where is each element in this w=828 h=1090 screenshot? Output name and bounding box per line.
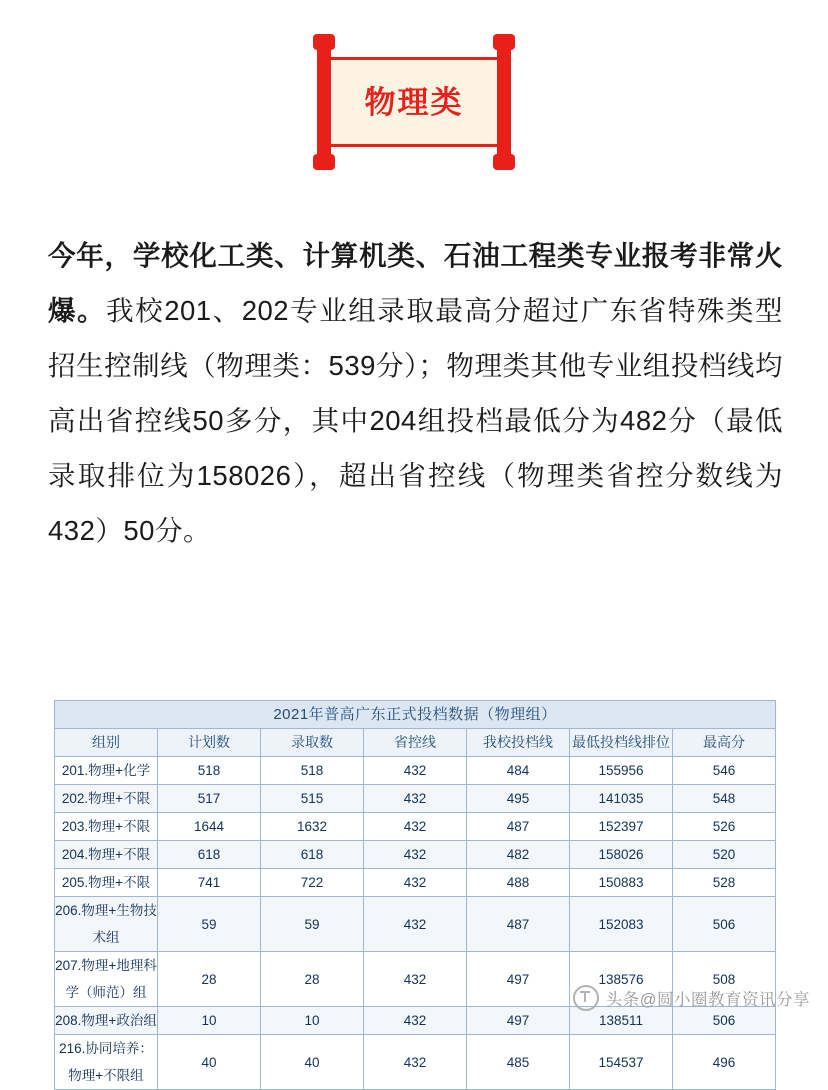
banner-title: 物理类 bbox=[364, 84, 464, 120]
cell-admitted: 59 bbox=[261, 897, 364, 952]
cell-admitted: 618 bbox=[261, 841, 364, 869]
cell-province-line: 432 bbox=[364, 785, 467, 813]
cell-lowest-rank: 138511 bbox=[570, 1007, 673, 1035]
table-row bbox=[55, 813, 776, 841]
cell-group: 207.物理+地理科学（师范）组 bbox=[55, 952, 158, 1007]
cell-lowest-rank: 150883 bbox=[570, 869, 673, 897]
article-paragraph bbox=[48, 228, 783, 558]
cell-province-line: 432 bbox=[364, 813, 467, 841]
cell-school-line: 495 bbox=[467, 785, 570, 813]
cell-plan: 28 bbox=[158, 952, 261, 1007]
table-title: 2021年普高广东正式投档数据（物理组） bbox=[55, 701, 776, 729]
cell-group: 201.物理+化学 bbox=[55, 757, 158, 785]
cell-admitted: 10 bbox=[261, 1007, 364, 1035]
cell-admitted: 40 bbox=[261, 1035, 364, 1090]
cell-school-line: 488 bbox=[467, 869, 570, 897]
watermark bbox=[573, 985, 810, 1011]
cell-school-line: 487 bbox=[467, 813, 570, 841]
cell-province-line: 432 bbox=[364, 897, 467, 952]
banner bbox=[0, 42, 828, 162]
watermark-text: 头条@圆小圈教育资讯分享 bbox=[605, 991, 810, 1009]
cell-plan: 618 bbox=[158, 841, 261, 869]
column-header-admitted: 录取数 bbox=[261, 729, 364, 757]
cell-plan: 741 bbox=[158, 869, 261, 897]
cell-plan: 40 bbox=[158, 1035, 261, 1090]
cell-admitted: 722 bbox=[261, 869, 364, 897]
cell-admitted: 515 bbox=[261, 785, 364, 813]
cell-highest-score: 548 bbox=[673, 785, 776, 813]
cell-admitted: 518 bbox=[261, 757, 364, 785]
cell-group: 205.物理+不限 bbox=[55, 869, 158, 897]
cell-highest-score: 520 bbox=[673, 841, 776, 869]
score-table-container bbox=[54, 700, 776, 1090]
score-table-body bbox=[55, 701, 776, 1090]
column-header-province-line: 省控线 bbox=[364, 729, 467, 757]
cell-province-line: 432 bbox=[364, 1035, 467, 1090]
cell-plan: 517 bbox=[158, 785, 261, 813]
cell-highest-score: 496 bbox=[673, 1035, 776, 1090]
cell-school-line: 497 bbox=[467, 1007, 570, 1035]
toutiao-icon bbox=[573, 985, 599, 1011]
table-row bbox=[55, 897, 776, 952]
cell-admitted: 28 bbox=[261, 952, 364, 1007]
table-row bbox=[55, 869, 776, 897]
cell-highest-score: 528 bbox=[673, 869, 776, 897]
banner-plate bbox=[329, 57, 499, 147]
cell-province-line: 432 bbox=[364, 869, 467, 897]
cell-highest-score: 546 bbox=[673, 757, 776, 785]
table-title-row bbox=[55, 701, 776, 729]
cell-group: 202.物理+不限 bbox=[55, 785, 158, 813]
column-header-lowest-rank: 最低投档线排位 bbox=[570, 729, 673, 757]
cell-highest-score: 508 bbox=[673, 952, 776, 1007]
cell-plan: 518 bbox=[158, 757, 261, 785]
paragraph-bold-lead: 今年，学校化工类、计算机类、石油工程类专业报考非常火爆。 bbox=[48, 240, 783, 326]
cell-group: 206.物理+生物技术组 bbox=[55, 897, 158, 952]
cell-group: 216.协同培养：物理+不限组 bbox=[55, 1035, 158, 1090]
cell-admitted: 1632 bbox=[261, 813, 364, 841]
cell-group: 203.物理+不限 bbox=[55, 813, 158, 841]
score-table bbox=[54, 700, 776, 1090]
cell-school-line: 484 bbox=[467, 757, 570, 785]
banner-rod-right bbox=[497, 42, 511, 162]
cell-group: 208.物理+政治组 bbox=[55, 1007, 158, 1035]
cell-province-line: 432 bbox=[364, 952, 467, 1007]
paragraph-rest: 我校201、202专业组录取最高分超过广东省特殊类型招生控制线（物理类：539分）；物理类其他专业组投档线均高出省控线50多分，其中204组投档最低分为482分（最低录取排位为158026），超出省控线（物理类省控分数线为432）50分。 bbox=[48, 295, 783, 546]
cell-lowest-rank: 152397 bbox=[570, 813, 673, 841]
cell-lowest-rank: 138576 bbox=[570, 952, 673, 1007]
table-header-row bbox=[55, 729, 776, 757]
table-row bbox=[55, 785, 776, 813]
cell-province-line: 432 bbox=[364, 757, 467, 785]
cell-school-line: 497 bbox=[467, 952, 570, 1007]
cell-lowest-rank: 152083 bbox=[570, 897, 673, 952]
cell-group: 204.物理+不限 bbox=[55, 841, 158, 869]
banner-rod-left bbox=[317, 42, 331, 162]
cell-lowest-rank: 154537 bbox=[570, 1035, 673, 1090]
cell-school-line: 482 bbox=[467, 841, 570, 869]
cell-school-line: 487 bbox=[467, 897, 570, 952]
column-header-plan: 计划数 bbox=[158, 729, 261, 757]
cell-lowest-rank: 158026 bbox=[570, 841, 673, 869]
column-header-highest-score: 最高分 bbox=[673, 729, 776, 757]
cell-plan: 59 bbox=[158, 897, 261, 952]
cell-plan: 1644 bbox=[158, 813, 261, 841]
cell-lowest-rank: 141035 bbox=[570, 785, 673, 813]
cell-highest-score: 526 bbox=[673, 813, 776, 841]
column-header-group: 组别 bbox=[55, 729, 158, 757]
cell-highest-score: 506 bbox=[673, 897, 776, 952]
cell-lowest-rank: 155956 bbox=[570, 757, 673, 785]
cell-province-line: 432 bbox=[364, 1007, 467, 1035]
table-row bbox=[55, 841, 776, 869]
column-header-school-line: 我校投档线 bbox=[467, 729, 570, 757]
table-row bbox=[55, 757, 776, 785]
cell-highest-score: 506 bbox=[673, 1007, 776, 1035]
cell-province-line: 432 bbox=[364, 841, 467, 869]
cell-plan: 10 bbox=[158, 1007, 261, 1035]
table-row bbox=[55, 1035, 776, 1090]
cell-school-line: 485 bbox=[467, 1035, 570, 1090]
banner-scroll bbox=[317, 42, 511, 162]
